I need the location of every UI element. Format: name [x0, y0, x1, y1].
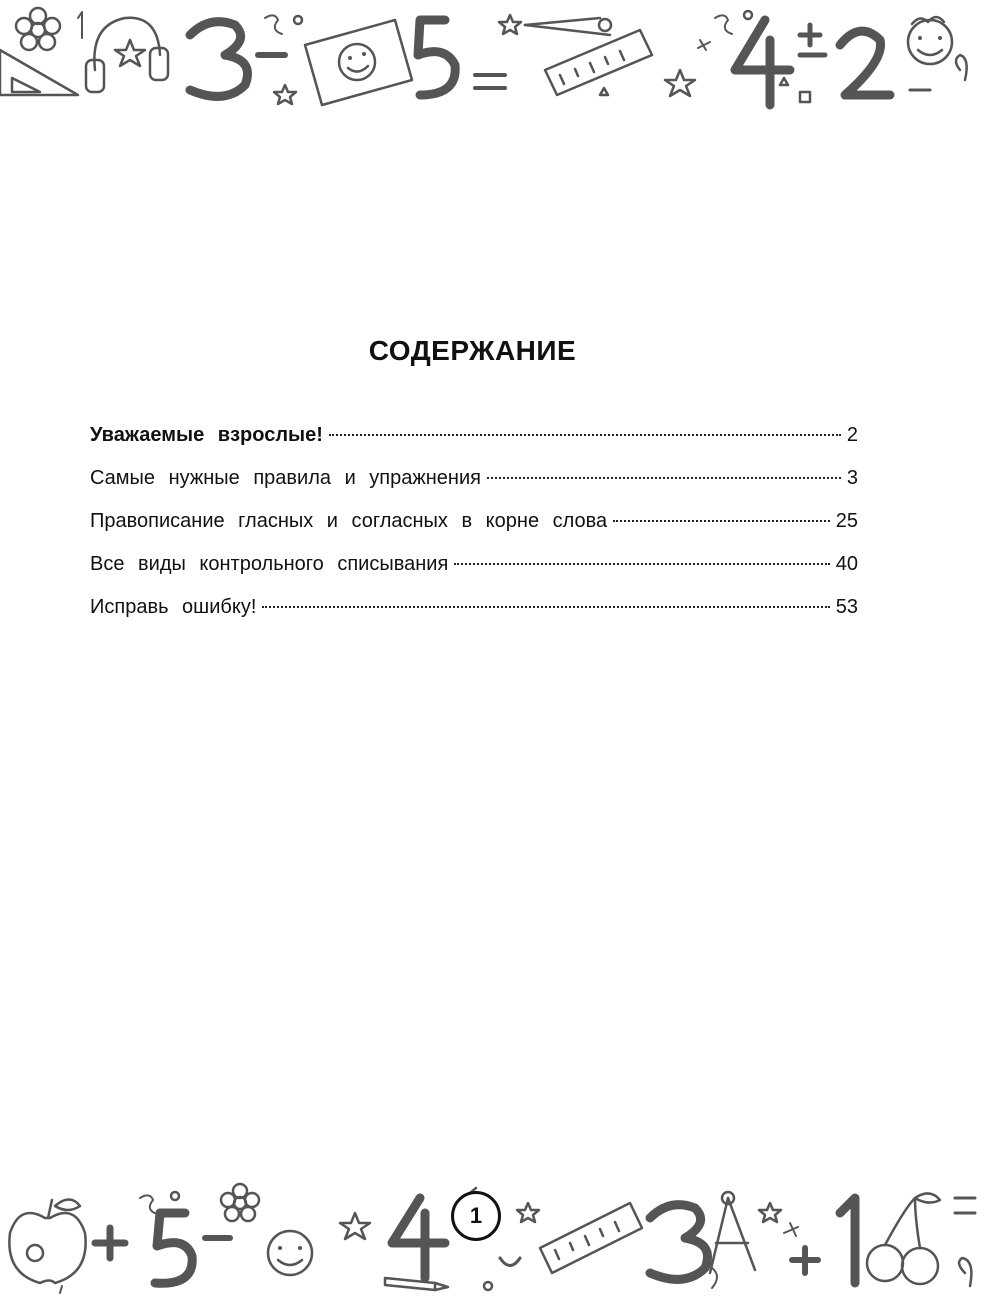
- smiley-face-icon: [268, 1231, 312, 1275]
- digit-four-outline: [735, 20, 790, 105]
- cherries-icon: [867, 1193, 940, 1284]
- toc-entry-title: Самые нужные правила и упражнения: [90, 467, 481, 489]
- plus-icon: [95, 1228, 125, 1258]
- plus-icon: [792, 1248, 818, 1273]
- toc-entry-title: Все виды контрольного списывания: [90, 553, 449, 575]
- toc-entry-page: 40: [835, 553, 858, 575]
- toc-entry-page: 3: [846, 467, 858, 489]
- compass-icon: [710, 1192, 755, 1273]
- table-of-contents: [90, 424, 858, 639]
- toc-entry-page: 25: [835, 510, 858, 532]
- dot-leader: [613, 520, 830, 522]
- headphones-icon: [86, 18, 168, 92]
- flower-icon: [16, 8, 60, 50]
- toc-entry[interactable]: [90, 510, 858, 553]
- plus-icon: [800, 25, 820, 45]
- star-icon: [340, 1213, 370, 1239]
- star-icon: [759, 1203, 781, 1222]
- digit-five-outline: [418, 20, 455, 95]
- page-number-badge: 1: [451, 1191, 501, 1241]
- toc-entry-title: Уважаемые взрослые!: [90, 424, 323, 446]
- top-doodle-border-art: [0, 0, 986, 120]
- toc-entry-page: 53: [835, 596, 858, 618]
- digit-five-outline: [155, 1213, 192, 1283]
- toc-entry[interactable]: [90, 553, 858, 596]
- star-icon: [115, 40, 145, 66]
- star-icon: [499, 15, 521, 34]
- star-icon: [665, 70, 695, 96]
- apple-icon: [9, 1200, 85, 1284]
- dot-leader: [262, 606, 829, 608]
- pencil-icon: [385, 1278, 448, 1290]
- bottom-decorative-border: [0, 1178, 986, 1298]
- toc-entry[interactable]: [90, 596, 858, 639]
- dot-leader: [487, 477, 841, 479]
- smiley-face-icon: [908, 17, 952, 64]
- top-decorative-border: [0, 0, 986, 120]
- digit-three-outline: [190, 22, 248, 97]
- digit-three-outline: [650, 1205, 708, 1280]
- dot-leader: [329, 434, 841, 436]
- dot-leader: [454, 563, 829, 565]
- digit-one-outline: [840, 1198, 855, 1283]
- toc-entry[interactable]: [90, 467, 858, 510]
- toc-entry-title: Правописание гласных и согласных в корне слова: [90, 510, 608, 532]
- bottom-doodle-border-art: [0, 1178, 986, 1298]
- ruler-icon: [540, 1203, 642, 1273]
- digit-four-outline: [392, 1198, 445, 1278]
- digit-two-outline: [840, 31, 890, 95]
- compass-icon: [525, 18, 611, 35]
- contents-heading: СОДЕРЖАНИЕ: [368, 335, 577, 366]
- toc-entry-title: Исправь ошибку!: [90, 596, 257, 618]
- flower-icon: [221, 1184, 259, 1221]
- ruler-icon: [545, 30, 652, 95]
- toc-entry[interactable]: [90, 424, 858, 467]
- banknote-icon: [305, 20, 412, 105]
- toc-entry-page: 2: [846, 424, 858, 446]
